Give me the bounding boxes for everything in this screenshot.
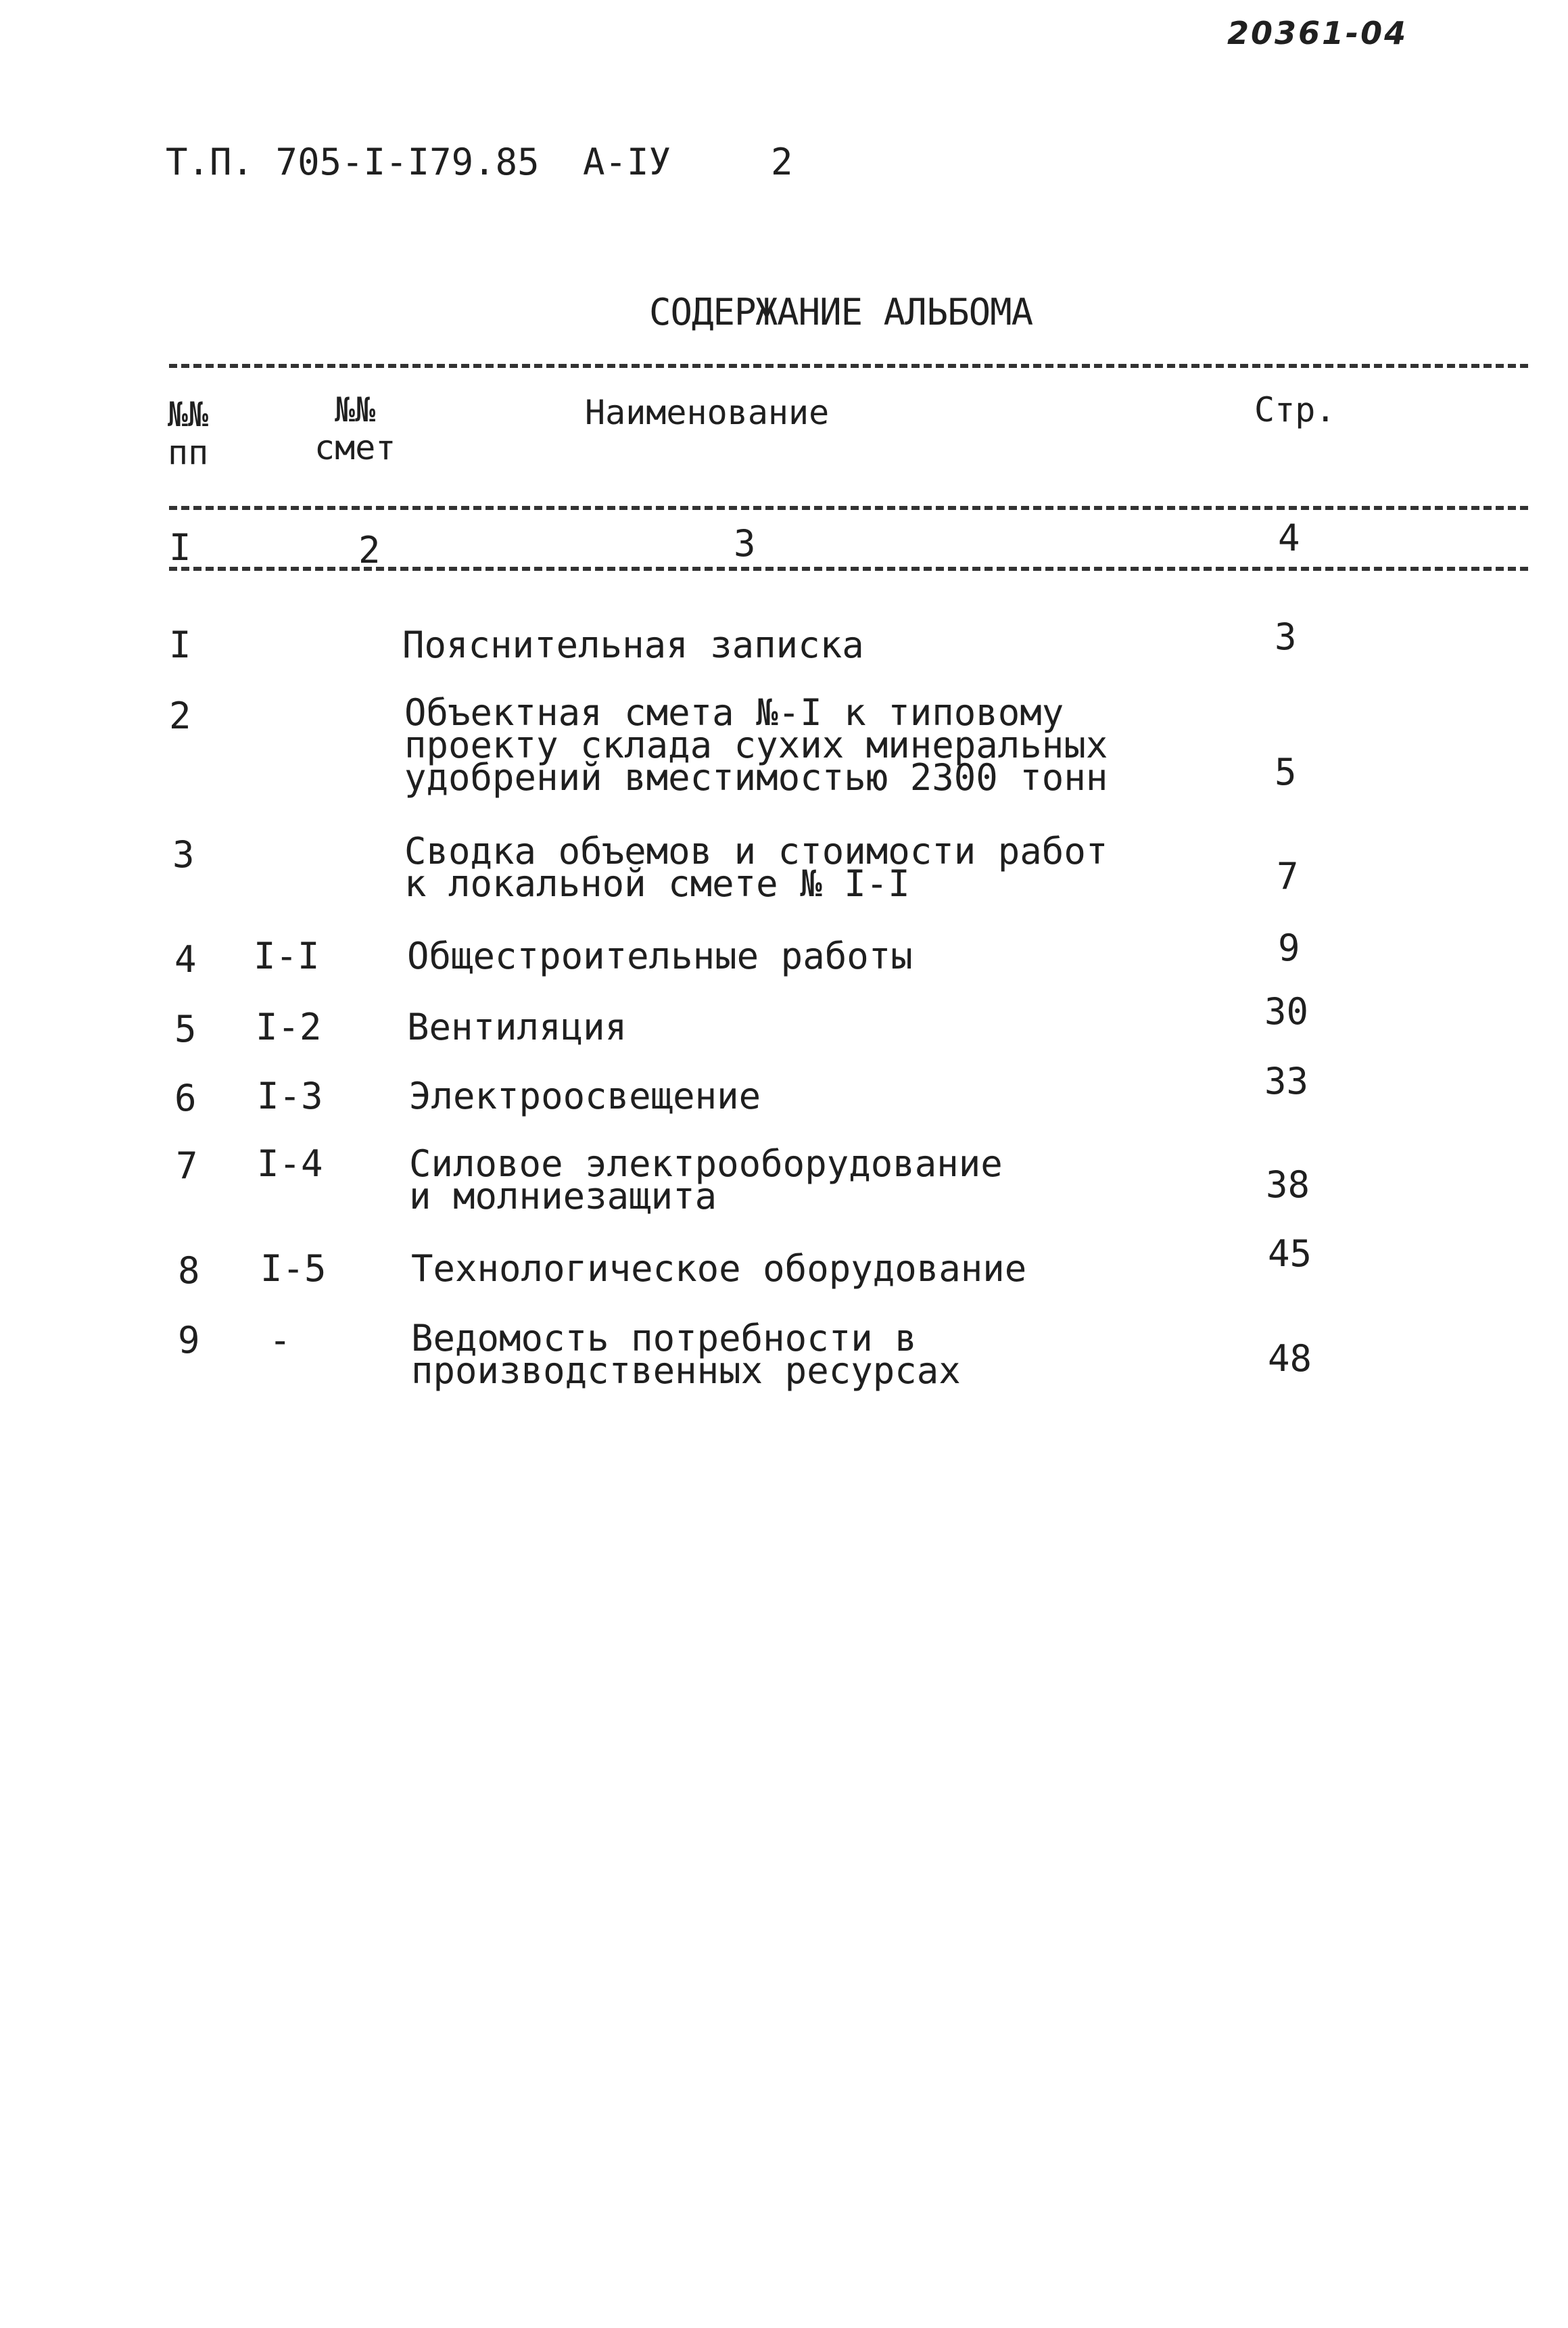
row-6-name-line1: Электроосвещение — [409, 1075, 761, 1117]
project-code: Т.П. 705-I-I79.85 — [166, 141, 540, 183]
row-7-page: 38 — [1266, 1163, 1310, 1206]
row-9-name-line2: производственных ресурсах — [411, 1349, 961, 1392]
row-8-page: 45 — [1268, 1232, 1312, 1275]
page-number: 2 — [771, 141, 793, 183]
row-4-smeta: I-I — [254, 935, 320, 977]
column-header-page: Стр. — [1254, 390, 1336, 429]
column-header-smeta — [314, 391, 396, 467]
row-3-name-line1: Сводка объемов и стоимости работ — [404, 830, 1108, 872]
row-8-smeta: I-5 — [260, 1247, 327, 1290]
row-8-name-line1: Технологическое оборудование — [411, 1247, 1027, 1290]
row-6-pp: 6 — [174, 1077, 197, 1119]
row-9-name-line1: Ведомость потребности в — [411, 1317, 917, 1359]
column-number-1: I — [169, 526, 191, 569]
row-8-pp: 8 — [178, 1249, 200, 1292]
row-9-smeta: - — [269, 1319, 291, 1361]
column-number-4: 4 — [1278, 517, 1300, 559]
row-9-pp: 9 — [178, 1319, 200, 1361]
row-2-name-line1: Объектная смета №-I к типовому — [404, 691, 1064, 734]
album-title: СОДЕРЖАНИЕ АЛЬБОМА — [649, 291, 1033, 333]
album-code: А-IУ — [583, 141, 671, 183]
column-number-3: 3 — [734, 522, 756, 565]
row-7-name-line2: и молниезащита — [409, 1175, 717, 1217]
row-1-name-line1: Пояснительная записка — [402, 624, 864, 666]
row-4-name-line1: Общестроительные работы — [407, 935, 913, 977]
row-9-page: 48 — [1268, 1337, 1312, 1380]
row-2-name-line3: удобрений вместимостью 2300 тонн — [404, 756, 1108, 799]
column-header-smeta-line1: №№ — [335, 390, 376, 429]
row-4-page: 9 — [1278, 927, 1300, 969]
column-header-pp-line1: №№ — [168, 395, 209, 434]
row-4-pp: 4 — [174, 938, 197, 981]
row-3-page: 7 — [1277, 855, 1299, 898]
numbering-bottom-rule — [169, 567, 1528, 571]
row-7-pp: 7 — [176, 1144, 198, 1187]
archive-number: 20361-04 — [1227, 15, 1408, 51]
row-2-page: 5 — [1275, 751, 1297, 793]
row-2-name-line2: проекту склада сухих минеральных — [404, 724, 1108, 766]
column-header-name: Наименование — [585, 393, 830, 432]
row-1-page: 3 — [1275, 615, 1297, 658]
column-header-smeta-line2: смет — [314, 428, 396, 467]
row-7-smeta: I-4 — [257, 1142, 323, 1185]
row-5-smeta: I-2 — [256, 1006, 322, 1048]
row-7-name-line1: Силовое электрооборудование — [409, 1142, 1003, 1185]
row-5-pp: 5 — [174, 1008, 197, 1050]
row-1-pp: I — [169, 624, 191, 666]
row-5-page: 30 — [1264, 990, 1309, 1033]
row-5-name-line1: Вентиляция — [407, 1006, 627, 1048]
column-header-pp-line2: пп — [168, 433, 209, 472]
row-3-pp: 3 — [172, 833, 195, 876]
table-top-rule — [169, 364, 1528, 368]
row-6-smeta: I-3 — [257, 1075, 323, 1117]
row-2-pp: 2 — [169, 695, 191, 737]
row-3-name-line2: к локальной смете № I-I — [404, 862, 910, 905]
header-bottom-rule — [169, 506, 1528, 510]
row-6-page: 33 — [1264, 1060, 1309, 1102]
column-header-pp — [168, 396, 208, 471]
column-number-2: 2 — [358, 529, 381, 572]
